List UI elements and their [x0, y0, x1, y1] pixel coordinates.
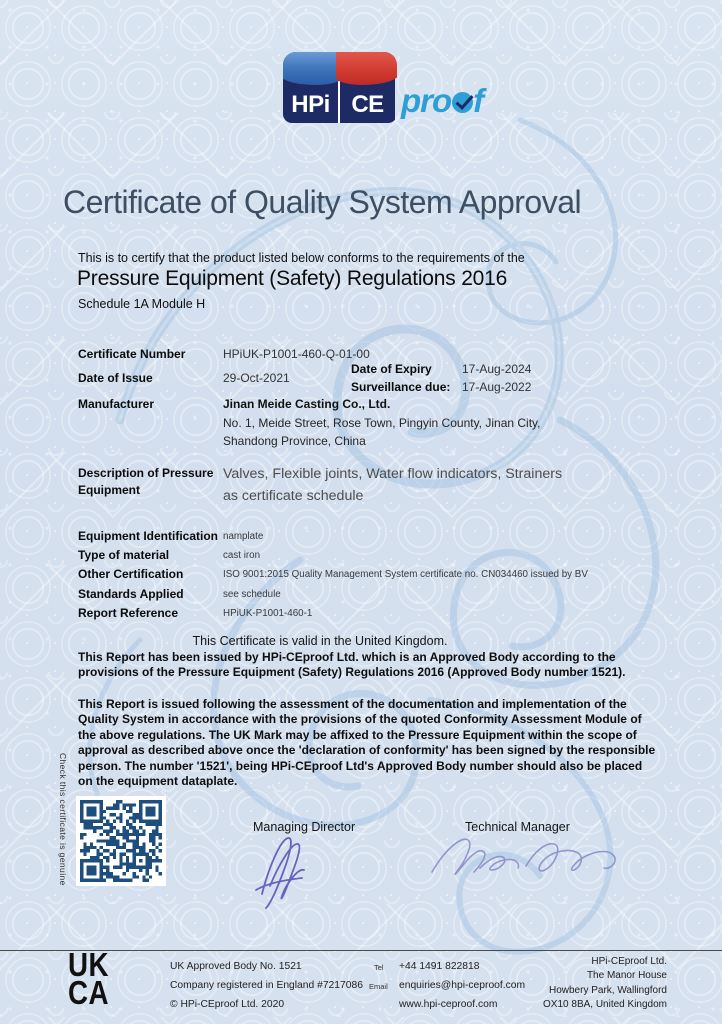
description-label: Description of Pressure Equipment: [78, 466, 214, 497]
date-of-expiry-value: 17-Aug-2024: [462, 362, 532, 376]
manufacturer-name: Jinan Meide Casting Co., Ltd.: [223, 397, 391, 411]
date-of-issue-value: 29-Oct-2021: [223, 371, 290, 385]
certify-line: This is to certify that the product listed below conforms to the requirements of the: [78, 251, 525, 265]
logo-shield: [283, 52, 397, 123]
technical-manager-label: Technical Manager: [465, 820, 570, 834]
verify-vertical-text: Check this certificate is genuine: [58, 753, 68, 886]
equipment-identification-value: namplate: [223, 531, 264, 542]
website-value: www.hpi-ceproof.com: [399, 999, 498, 1010]
logo-blue-band: [283, 52, 342, 85]
equipment-identification-label: Equipment Identification: [78, 529, 218, 543]
schedule-line: Schedule 1A Module H: [78, 297, 206, 311]
type-of-material-label: Type of material: [78, 548, 170, 562]
assessment-statement: This Report is issued following the assessment of the documentation and implementation of the Quality System in accordance with the provisions of the quoted Conformity Assessment Module of the above regulations. The UK Mark may be affixed to the Pressure Equipment within the scope of approval as described above once the 'declaration of conformity' has been signed by the responsible person. The number '1521', being HPi-CEproof Ltd's Approved Body number should also be placed on the equipment dataplate.: [78, 697, 656, 789]
footer-address-column: [0, 955, 667, 1012]
company-registration: Company registered in England #7217086: [170, 980, 363, 991]
type-of-material-value: cast iron: [223, 550, 261, 561]
logo-panel-hpi: [283, 52, 340, 123]
address-line: The Manor House: [586, 970, 667, 982]
other-certification-label: Other Certification: [78, 567, 184, 581]
address-line: Howbery Park, Wallingford: [548, 984, 667, 996]
approved-body-number: UK Approved Body No. 1521: [170, 961, 302, 972]
managing-director-signature: [244, 832, 319, 910]
email-value: enquiries@hpi-ceproof.com: [399, 980, 526, 991]
surveillance-due-value: 17-Aug-2022: [462, 380, 532, 394]
date-of-issue-label: Date of Issue: [78, 371, 153, 385]
regulation-heading: Pressure Equipment (Safety) Regulations 2016: [77, 267, 508, 290]
logo-red-band: [336, 52, 397, 85]
certificate-number-value: HPiUK-P1001-460-Q-01-00: [223, 347, 370, 361]
validity-statement: This Certificate is valid in the United Kingdom.: [192, 634, 448, 648]
manufacturer-address-line1: No. 1, Meide Street, Rose Town, Pingyin County, Jinan City,: [223, 416, 541, 430]
address-line: OX10 8BA, United Kingdom: [543, 998, 667, 1010]
qr-code: [76, 796, 166, 886]
page-title: Certificate of Quality System Approval: [63, 184, 582, 220]
technical-manager-signature: [428, 828, 628, 884]
logo-text-hpi: HPi: [291, 91, 330, 118]
manufacturer-label: Manufacturer: [78, 397, 155, 411]
date-of-expiry-label: Date of Expiry: [351, 362, 432, 376]
managing-director-label: Managing Director: [253, 820, 356, 834]
logo-panel-ce: [340, 52, 395, 123]
certificate-number-label: Certificate Number: [78, 347, 186, 361]
surveillance-due-label: Surveillance due:: [351, 380, 451, 394]
address-line: HPi-CEproof Ltd.: [591, 956, 667, 967]
copyright-line: © HPi-CEproof Ltd. 2020: [170, 999, 285, 1010]
hpi-ceproof-logo: [283, 52, 484, 124]
standards-applied-label: Standards Applied: [78, 587, 184, 601]
logo-text-ce: CE: [351, 91, 384, 118]
email-label: Email: [369, 982, 388, 991]
other-certification-value: ISO 9001:2015 Quality Management System certificate no. CN034460 issued by BV: [223, 569, 588, 580]
description-value: Valves, Flexible joints, Water flow indicators, Strainers as certificate schedule: [223, 466, 563, 504]
tel-label: Tel: [374, 963, 384, 972]
ukca-bottom: CA: [68, 974, 109, 1011]
tel-value: +44 1491 822818: [399, 961, 480, 972]
report-reference-label: Report Reference: [78, 606, 179, 620]
approved-body-statement: This Report has been issued by HPi-CEproof Ltd. which is an Approved Body according to the provisions of the Pressure Equipment (Safety) Regulations 2016 (Approved Body number 1521).: [78, 650, 626, 680]
check-icon: [452, 92, 473, 113]
standards-applied-value: see schedule: [223, 589, 281, 600]
report-reference-value: HPiUK-P1001-460-1: [223, 608, 313, 619]
manufacturer-address-line2: Shandong Province, China: [223, 434, 366, 448]
ukca-top: UK: [68, 946, 109, 983]
logo-text-proof: pro f: [401, 82, 484, 119]
